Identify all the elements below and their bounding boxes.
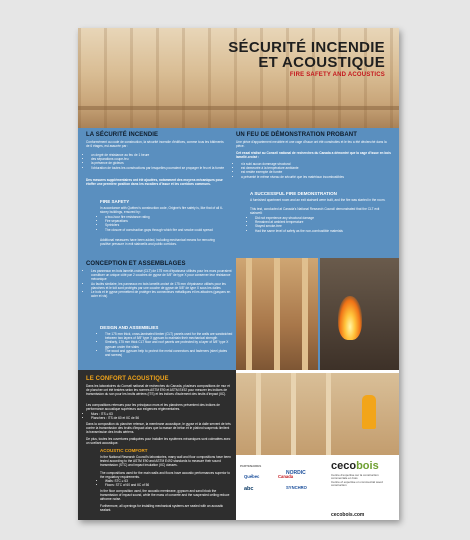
list-item: • a présenté le même niveau de sécurité que les matériaux incombustibles [241, 175, 391, 179]
fire-fr-note: Des mesures supplémentaires ont été ajoutées, notamment des moyens mécaniques pour étoffer une première position dans les escaliers d'issue et les corridors communs. [86, 178, 223, 186]
website-link[interactable]: cecobois.com [331, 512, 365, 518]
title-line-2: ET ACOUSTIQUE [258, 54, 385, 71]
acoustic-en-heading: ACOUSTIC COMFORT [100, 448, 148, 453]
list-item: • Stayed smoke-free [255, 224, 393, 228]
list-item: • est demeurée à la température ambiante [241, 166, 391, 170]
acoustic-en-intro: In the National Research Council's laboratories, many wall and floor compositions have been tested according to the ASTM E90 and ASTM E492 standards to measure their sound transmission (STC) and impact insulation (IIC) classes. [100, 455, 231, 467]
brand-suffix: bois [356, 460, 379, 472]
hero-wood-photo [78, 28, 399, 128]
hero-beam [78, 106, 399, 110]
list-item: • Did not experience any structural damage [255, 216, 393, 220]
stud [326, 373, 331, 455]
acoustic-fr-para2: Dans la composition du plancher retenue, la membrane acoustique, le gypse et la dalle servent de très contre la transmission des bruits d'impact alors que la masse de béton et le plafond suspendu limitent la transmission des bruits aériens. [86, 422, 231, 434]
partner-logo-canada: Canada [278, 474, 294, 479]
list-item: • The 175 mm thick, cross-laminated timber (CLT) panels used for the walls are sandwiched between two layers of 5/8" type X gypsum to maintain their mechanical strength [105, 332, 233, 340]
list-item: • Remained at ambient temperature [255, 220, 393, 224]
acoustic-fr-heading: LE CONFORT ACOUSTIQUE [86, 376, 169, 382]
demo-fr-note: Cet essai réalisé au Conseil national de recherches du Canada a démontré que la cage d'issue en bois lamellé-croisé : [236, 151, 391, 159]
partner-logo-abc: abc [244, 486, 254, 492]
list-item: • The closure of construction gaps through which fire and smoke could spread [105, 228, 229, 232]
fire-en-intro: In accordance with Québec's construction code, Origine's fire safety is, like that of all 6-storey buildings, ensured by: [100, 206, 223, 214]
acoustic-fr-list [86, 412, 231, 420]
list-item: • Floors: STC of 60 and IIC of 56 [105, 483, 233, 487]
design-en-heading: DESIGN AND ASSEMBLIES [100, 325, 159, 330]
fire-fr-list [86, 153, 229, 170]
list-item: • Fire separations [105, 219, 229, 223]
wall-frame-photo [236, 258, 318, 370]
list-item: • un degré de résistance au feu de 1 heure [91, 153, 229, 157]
acoustic-en-note: The compositions used for the main walls and floors have acoustic performances superior to the regulatory requirements. [100, 471, 231, 479]
demo-en-list [250, 216, 393, 233]
poster-title [228, 40, 385, 70]
fire-en-list [100, 215, 229, 232]
list-item: • Similarly, 175 mm thick CLT floor and roof panels are protected by a layer of 5/8" type X gypsum under the slabs [105, 340, 233, 348]
brand-prefix: ceco [331, 460, 357, 472]
stud [246, 258, 252, 370]
list-item: • n'a subi aucun dommage structural [241, 162, 391, 166]
stud [302, 258, 308, 370]
fire-fr-intro: Conformément au code de construction, la sécurité incendie d'édifices, comme tous les bâtiments de 6 étages, est assurée par : [86, 140, 224, 148]
partner-logo-nordic: NORDIC [286, 470, 306, 476]
stud [291, 373, 296, 455]
partner-logo-synchro: SYNCHRO [286, 485, 307, 490]
list-item: • The wood and gypsum help to protect the metal connectors and fasteners (steel plates and screws) [105, 349, 233, 357]
acoustic-en-list [100, 479, 233, 487]
tagline-fr: Centre d'expertise sur la construction commerciale en bois [331, 473, 379, 481]
partners-label: PARTENAIRES [240, 464, 262, 468]
partner-logo-quebec: Québec [244, 474, 260, 479]
acoustic-fr-intro: Dans les laboratoires du Conseil national de recherches du Canada, plusieurs compositions de mur et de plancher ont été testées selon les normes ASTM E90 et ASTM E492 pour mesurer les indices de transmission du son pour les bruits aériens (ITS) et les indices d'isolement des bruits d'impact (IIC). [86, 384, 230, 396]
cecobois-logo [331, 460, 379, 472]
list-item: • Planchers : ITS de 60 et IIC de 56 [91, 416, 231, 420]
acoustic-en-para2: In the floor composition used, the acoustic membrane, gypsum and sand block the transmission of impact sound, while the mass of concrete and the suspended ceiling reduce airborne noise. [100, 489, 230, 501]
demo-fr-list [236, 162, 391, 179]
acoustic-fr-note: Les compositions retenues pour les principaux murs et les planchers présentent des indices de performance acoustique supérieurs aux exigences réglementaires. [86, 403, 220, 411]
fire-en-heading: FIRE SAFETY [100, 199, 130, 204]
construction-site-photo [236, 373, 399, 455]
poster-sheet [78, 28, 399, 520]
title-line-1: SÉCURITÉ INCENDIE [228, 39, 385, 56]
list-item: • est restée exempte de fumée [241, 170, 391, 174]
list-item: • Walls: STC ≥ 63 [105, 479, 233, 483]
design-en-list [100, 332, 233, 357]
fire-fr-heading: LA SÉCURITÉ INCENDIE [86, 132, 159, 138]
worker-figure [362, 395, 376, 429]
list-item: • Le bois et le gypse permettent de protéger les connecteurs métalliques et les attaches (gaspars en acier et vis) [91, 290, 233, 298]
design-fr-heading: CONCEPTION ET ASSEMBLAGES [86, 261, 186, 267]
stud [256, 373, 261, 455]
acoustic-en-para3: Furthermore, all openings for installing mechanical systems are sealed with an acoustic sealant. [100, 504, 224, 512]
acoustic-fr-para3: De plus, toutes les ouvertures pratiquées pour installer les systèmes mécaniques sont colmatées avec un scellant acoustique. [86, 437, 231, 445]
list-item: • Had the same level of safety as the non-combustible materials [255, 229, 393, 233]
demo-en-note: This test, conducted at Canada's National Research Council demonstrated that the CLT exit stairwell: [250, 207, 380, 215]
list-item: • a two-hour fire resistance rating [105, 215, 229, 219]
demo-en-heading: A SUCCESSFUL FIRE DEMONSTRATION [250, 191, 337, 196]
list-item: • des séparations coupe-feu [91, 157, 229, 161]
stud [274, 258, 280, 370]
list-item: • Murs : ITS ≥ 63 [91, 412, 231, 416]
poster-subtitle: FIRE SAFETY AND ACOUSTICS [289, 72, 385, 78]
demo-en-intro: A furnished apartment room and an exit stairwell were built, and the fire was started in the room. [250, 198, 386, 202]
list-item: • Les panneaux en bois lamellé-croisé (CLT) de 175 mm d'épaisseur utilisés pour les murs pourraient constituer un unique côté par 2 couches de gypse de 5/8" de type X pour conserver leur résistance mécanique [91, 269, 233, 282]
tagline-en: Centre of expertise on commercial wood construction [331, 479, 383, 488]
demo-fr-intro: Une pièce d'appartement meublée et une cage d'issue ont été construites et le feu a été déclenché dans la pièce. [236, 140, 387, 148]
fire-test-photo [320, 258, 399, 370]
list-item: • l'obturation de toutes les constructions par lesquelles pourraient se propager le feu et la fumée [91, 166, 229, 170]
list-item: • Sprinklers [105, 223, 229, 227]
brand-tagline [331, 474, 387, 488]
design-fr-list [86, 269, 233, 298]
list-item: • la présence de gicleurs [91, 161, 229, 165]
flame-icon [338, 296, 362, 340]
fire-en-note: Additional measures have been added, including mechanical means for removing positive pressure in exit stairwells and public corridors. [100, 238, 215, 246]
demo-fr-heading: UN FEU DE DÉMONSTRATION PROBANT [236, 132, 357, 138]
list-item: • Au faciès similaire, les panneaux en bois lamellé-croisé de 175 mm d'épaisseur utilisés pour les planchers et le toit sont protégés par une couche de gypse de 5/8" de type X sous les dalles [91, 282, 233, 290]
